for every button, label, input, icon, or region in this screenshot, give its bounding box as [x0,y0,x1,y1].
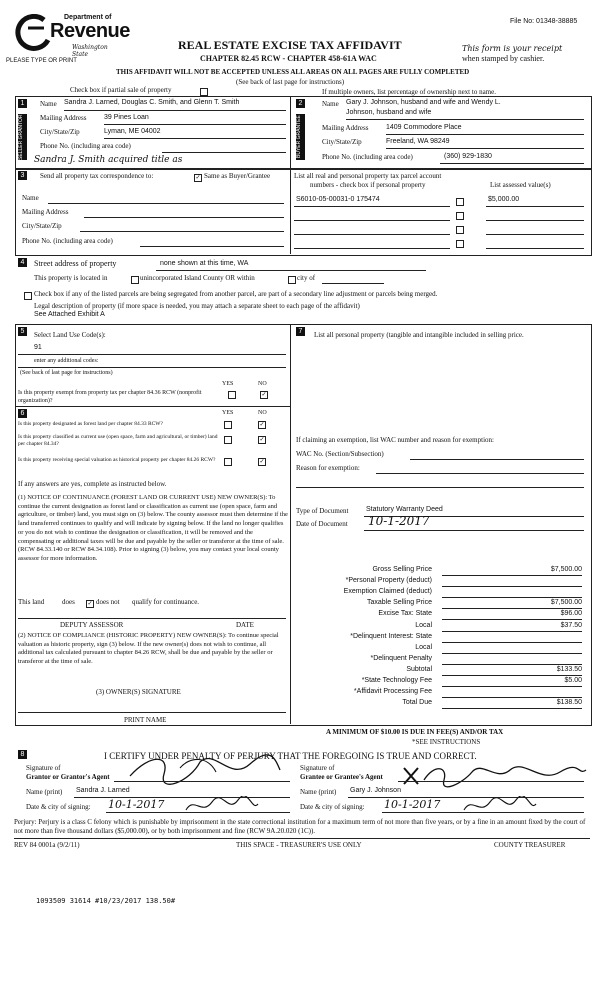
section-3-divider [290,168,291,254]
buyer-city-rule [386,148,584,149]
document-date-field[interactable]: 10-1-2017 [368,514,430,528]
treasurer-space-label: THIS SPACE - TREASURER'S USE ONLY [236,841,362,849]
grantee-signature-image [400,762,590,790]
buyer-mailing-rule [386,134,584,135]
revenue-logo-icon [14,14,54,52]
exempt-question: Is this property exempt from property tax per chapter 84.36 RCW (nonprofit organization)? [18,390,202,404]
same-as-buyer-label: Same as Buyer/Grantee [204,172,271,180]
form-title: REAL ESTATE EXCISE TAX AFFIDAVIT [178,38,402,52]
section-8-number: 8 [18,750,27,759]
forest-no-checkbox[interactable]: ✓ [259,422,265,428]
grantor-city-signature [182,796,262,816]
land-use-field[interactable]: 91 [34,344,42,351]
tax-row-value[interactable]: $138.50 [442,699,582,709]
segregated-label: Check box if any of the listed parcels are being segregated from another parcel, are part of a secondary line adjustment or parcels being merged. [34,290,438,298]
grantee-name-print-label: Name (print) [300,788,337,796]
tax-row-label: Excise Tax: State [378,610,432,618]
assessed-rule-3 [486,234,584,235]
grantor-agent-label: Grantor or Grantor's Agent [26,773,110,781]
tax-row-label: *Delinquent Interest: State [350,632,432,640]
seller-phone-label: Phone No. (including area code) [40,142,131,150]
parcel-4-personal-checkbox[interactable] [456,240,464,248]
historical-yes-checkbox[interactable] [224,458,232,466]
does-not-label: does not [96,598,120,606]
correspondence-city-label: City/State/Zip [22,222,62,230]
tax-row-value[interactable]: $37.50 [442,622,582,632]
tax-row-value[interactable] [442,577,582,587]
tax-row [296,599,586,610]
tax-row [296,566,586,577]
tax-row [296,622,586,633]
logo-name-text: Revenue [50,20,130,42]
correspondence-mailing-label: Mailing Address [22,208,69,216]
tax-row-value[interactable]: $7,500.00 [442,599,582,609]
historical-question: Is this property receiving special valuation as historical property per chapter 84.26 RCW? [18,457,216,463]
correspondence-phone-label: Phone No. (including area code) [22,237,113,245]
tax-row [296,699,586,710]
unincorporated-checkbox[interactable] [131,276,139,284]
exemption-reason-label: Reason for exemption: [296,464,360,472]
tax-row-value[interactable]: $7,500.00 [442,566,582,576]
partial-sale-label: Check box if partial sale of property [70,86,172,94]
buyer-name-rule [346,119,584,120]
exempt-yes-header: YES [222,381,234,387]
seller-phone-rule [162,152,286,153]
city-of-label: city of [297,274,316,282]
owner-signature-label: (3) OWNER(S) SIGNATURE [96,688,181,696]
additional-codes-rule [18,367,286,368]
seller-mailing-label: Mailing Address [40,114,87,122]
document-date-label: Date of Document [296,520,348,528]
treasurer-stamp: 1093509 31614 #10/23/2017 138.50# [36,897,176,905]
segregated-checkbox[interactable] [24,292,32,300]
does-checkbox[interactable]: ✓ [87,601,93,607]
owner-signature-rule [18,712,286,713]
buyer-mailing-label: Mailing Address [322,124,369,132]
correspondence-city-rule [80,231,284,232]
grantor-date-city-label: Date & city of signing: [26,803,91,811]
does-label: does [62,598,75,606]
historical-no-checkbox[interactable]: ✓ [259,459,265,465]
legal-description-field[interactable]: See Attached Exhibit A [34,311,105,318]
section-4-number: 4 [18,258,27,267]
assessed-value-header: List assessed value(s) [490,181,551,189]
tax-row-label: Local [415,643,432,651]
grantee-signature-label: Signature of [300,764,335,772]
multiple-owners-text: If multiple owners, list percentage of ownership next to name. [322,88,496,96]
grantee-city-signature [460,796,540,816]
land-use-rule [18,354,286,355]
exempt-yes-checkbox[interactable] [228,391,236,399]
tax-row [296,688,586,699]
parcel-rule-2 [294,220,450,221]
grantee-name-field[interactable]: Gary J. Johnson [350,787,401,794]
receipt-line-1: This form is your receipt [462,44,563,53]
seller-mailing-rule [104,124,286,125]
buyer-phone-label: Phone No. (including area code) [322,153,413,161]
seller-name-field[interactable]: Sandra J. Larned, Douglas C. Smith, and Glenn T. Smith [64,99,240,106]
street-address-field[interactable]: none shown at this time, WA [160,260,249,267]
tax-row-label: Local [415,621,432,629]
tax-row [296,655,586,666]
party-divider [290,96,291,168]
tax-row-value[interactable] [442,655,582,665]
assessed-rule-2 [486,220,584,221]
file-number: File No: 01348-38885 [510,18,578,25]
this-land-label: This land [18,598,45,606]
buyer-name-field-2[interactable]: Johnson, husband and wife [346,109,432,116]
tax-row-label: Total Due [402,699,432,707]
assessed-rule-1 [486,206,584,207]
buyer-city-field[interactable]: Freeland, WA 98249 [386,138,450,145]
legal-description-label: Legal description of property (if more space is needed, you may attach a separate sheet to each page of the affidavit) [34,302,360,310]
warning-text: THIS AFFIDAVIT WILL NOT BE ACCEPTED UNLESS ALL AREAS ON ALL PAGES ARE FULLY COMPLETED [116,68,470,76]
please-type-text: PLEASE TYPE OR PRINT [6,58,77,64]
exemption-label: If claiming an exemption, list WAC number and reason for exemption: [296,436,494,444]
tax-row-value[interactable] [442,588,582,598]
same-as-buyer-checkbox[interactable]: ✓ [195,175,201,181]
street-address-label: Street address of property [34,259,117,268]
exempt-no-header: NO [258,381,267,387]
current-use-yes-checkbox[interactable] [224,436,232,444]
seller-tag: SELLER GRANTOR [18,114,27,160]
tax-row-label: Taxable Selling Price [367,599,432,607]
parcel-3-personal-checkbox[interactable] [456,226,464,234]
certification-text: I CERTIFY UNDER PENALTY OF PERJURY THAT THE FOREGOING IS TRUE AND CORRECT. [104,751,477,761]
seller-city-label: City/State/Zip [40,128,80,136]
parcel-rule-4 [294,248,450,249]
forest-yes-checkbox[interactable] [224,421,232,429]
grantee-date-field[interactable]: 10-1-2017 [384,798,441,811]
buyer-city-label: City/State/Zip [322,138,362,146]
tax-row-label: *Affidavit Processing Fee [353,688,432,696]
current-use-no-checkbox[interactable]: ✓ [259,437,265,443]
revision-number: REV 84 0001a (9/2/11) [14,841,80,849]
document-type-field[interactable]: Statutory Warranty Deed [366,506,443,513]
section-6-yes-header: YES [222,410,234,416]
parcel-number-field[interactable]: S6010-05-00031-0 175474 [296,196,380,203]
form-subtitle: CHAPTER 82.45 RCW - CHAPTER 458-61A WAC [200,54,377,63]
parcel-list-header-2: numbers - check box if personal property [310,181,426,189]
seller-name-rule [64,110,286,111]
tax-row [296,588,586,599]
grantee-date-city-label: Date & city of signing: [300,803,365,811]
seller-mailing-field[interactable]: 39 Pines Loan [104,114,149,121]
grantor-name-print-label: Name (print) [26,788,63,796]
assessor-signature-rule [18,618,286,619]
grantee-signature-rule [398,781,584,782]
logo-dept-text: Department of [64,14,112,21]
buyer-tag: BUYER GRANTEE [296,114,305,160]
tax-row-label: *Personal Property (deduct) [345,577,432,585]
buyer-phone-rule [440,163,584,164]
perjury-notice: Perjury: Perjury is a class C felony which is punishable by imprisonment in the state correctional institution for a maximum term of not more than five years, or by a fine in an amount fixed by the court of not more than five thousand dollars ($5,000.00), or by both imprisonment and fine (RCW 9A.20.020 (1C)). [14,818,586,835]
seller-name-label: Name [40,100,57,108]
print-name-label: PRINT NAME [124,716,167,724]
logo-state-text: Washington State [72,44,108,58]
notice-of-continuance: (1) NOTICE OF CONTINUANCE (FOREST LAND OR CURRENT USE) NEW OWNER(S): To continue the current designation as forest land or classification as current use (open space, farm and agriculture, or timber) land, you must sign on (3) below. The county assessor must then determine if the land transferred continues to qualify and will indicate by signing below. If the land no longer qualifies or you do not wish to continue the designation or classification, it will be removed and the compensating or additional taxes will be due and payable by the seller or transferor at the time of sale. (RCW 84.33.140 or RCW 84.34.108). Prior to signing (3) below, you may contact your local county assessor for more information. [18,494,288,562]
section-6-rule [15,406,290,407]
tax-row [296,610,586,621]
deputy-assessor-label: DEPUTY ASSESSOR [60,621,124,629]
buyer-phone-field[interactable]: (360) 929-1830 [444,153,492,160]
tax-row-label: *Delinquent Penalty [370,654,432,662]
section-3-number: 3 [18,171,27,180]
revenue-logo [14,12,130,58]
section-6-number: 6 [18,409,27,418]
see-back-text: (See back of last page for instructions) [236,78,345,86]
unincorporated-label: unincorporated Island County OR within [140,274,255,282]
personal-property-label: List all personal property (tangible and intangible included in selling price. [314,331,524,339]
section-1-number: 1 [18,99,27,108]
grantor-signature-rule [114,781,290,782]
exemption-reason-rule [376,473,584,474]
buyer-name-field-1[interactable]: Gary J. Johnson, husband and wife and Wendy L. [346,99,501,106]
grantee-agent-label: Grantee or Grantee's Agent [300,773,383,781]
document-type-label: Type of Document [296,507,349,515]
lower-divider [290,324,291,724]
land-use-label: Select Land Use Code(s): [34,331,106,339]
assessed-value-field[interactable]: $5,000.00 [488,196,520,203]
tax-row-value[interactable]: $5.00 [442,677,582,687]
current-use-question: Is this property classified as current use (open space, farm and agricultural, or timber) land per chapter 84.34? [18,434,218,447]
within-city-checkbox[interactable] [288,276,296,284]
land-use-see-back: (See back of last page for instructions) [20,370,113,376]
grantor-name-field[interactable]: Sandra J. Larned [76,787,130,794]
partial-sale-checkbox[interactable] [200,88,208,96]
qualify-label: qualify for continuance. [132,598,200,606]
correspondence-phone-rule [140,246,284,247]
correspondence-name-rule [48,203,284,204]
receipt-line-2: when stamped by cashier. [462,54,545,63]
additional-codes-label: enter any additional codes: [34,358,99,364]
seller-city-field[interactable]: Lyman, ME 04002 [104,128,161,135]
tax-row-value[interactable]: $133.50 [442,666,582,676]
tax-row [296,666,586,677]
correspondence-name-label: Name [22,194,39,202]
tax-row [296,677,586,688]
correspondence-mailing-rule [84,217,284,218]
grantor-date-rule [106,812,290,813]
seller-city-rule [104,138,286,139]
send-correspondence-label: Send all property tax correspondence to: [40,172,154,180]
parcel-1-personal-checkbox[interactable] [456,198,464,206]
tax-row-label: Exemption Claimed (deduct) [343,588,432,596]
wac-number-label: WAC No. (Section/Subsection) [296,450,384,458]
if-yes-instructions: If any answers are yes, complete as instructed below. [18,480,167,488]
parcel-list-header-1: List all real and personal property tax parcel account [294,172,442,180]
section-5-number: 5 [18,327,27,336]
tax-row-label: *State Technology Fee [361,677,432,684]
parcel-rule-3 [294,234,450,235]
buyer-name-label: Name [322,100,339,108]
section-7-number: 7 [296,327,305,336]
forest-land-question: Is this property designated as forest land per chapter 84.33 RCW? [18,421,163,427]
see-instructions-text: *SEE INSTRUCTIONS [412,738,481,746]
notice-of-compliance: (2) NOTICE OF COMPLIANCE (HISTORIC PROPERTY) NEW OWNER(S): To continue special valuation as historic property, sign (3) below. If the new owner(s) does not wish to continue, all additional tax calculated pursuant to chapter 84.26 RCW, shall be due and payable by the seller or transferor at the time of sale. [18,632,279,666]
parcel-2-personal-checkbox[interactable] [456,212,464,220]
assessor-date-label: DATE [236,621,254,629]
minimum-fee-notice: A MINIMUM OF $10.00 IS DUE IN FEE(S) AND/OR TAX [326,728,504,736]
wac-number-rule [410,459,584,460]
section-6-no-header: NO [258,410,267,416]
grantee-date-rule [382,812,584,813]
exemption-reason-rule-2 [296,487,584,488]
parcel-rule-1 [294,206,450,207]
tax-row-label: Subtotal [406,665,432,673]
tax-row-value[interactable] [442,688,582,698]
tax-row [296,633,586,644]
grantor-date-field[interactable]: 10-1-2017 [108,798,165,811]
tax-row [296,577,586,588]
city-of-rule [322,283,384,284]
located-label: This property is located in [34,274,108,282]
section-2-number: 2 [296,99,305,108]
seller-handwritten-note: Sandra J. Smith acquired title as [34,155,183,165]
tax-row-value[interactable]: $96.00 [442,610,582,620]
document-date-rule [364,530,584,531]
exempt-no-checkbox[interactable]: ✓ [261,392,267,398]
tax-row-value[interactable] [442,633,582,643]
buyer-mailing-field[interactable]: 1409 Commodore Place [386,124,462,131]
county-treasurer-label: COUNTY TREASURER [494,841,566,849]
tax-row [296,644,586,655]
street-address-rule [156,270,426,271]
grantor-signature-label: Signature of [26,764,61,772]
tax-row-value[interactable] [442,644,582,654]
tax-row-label: Gross Selling Price [372,566,432,573]
footer-rule [14,838,590,839]
assessed-rule-4 [486,248,584,249]
